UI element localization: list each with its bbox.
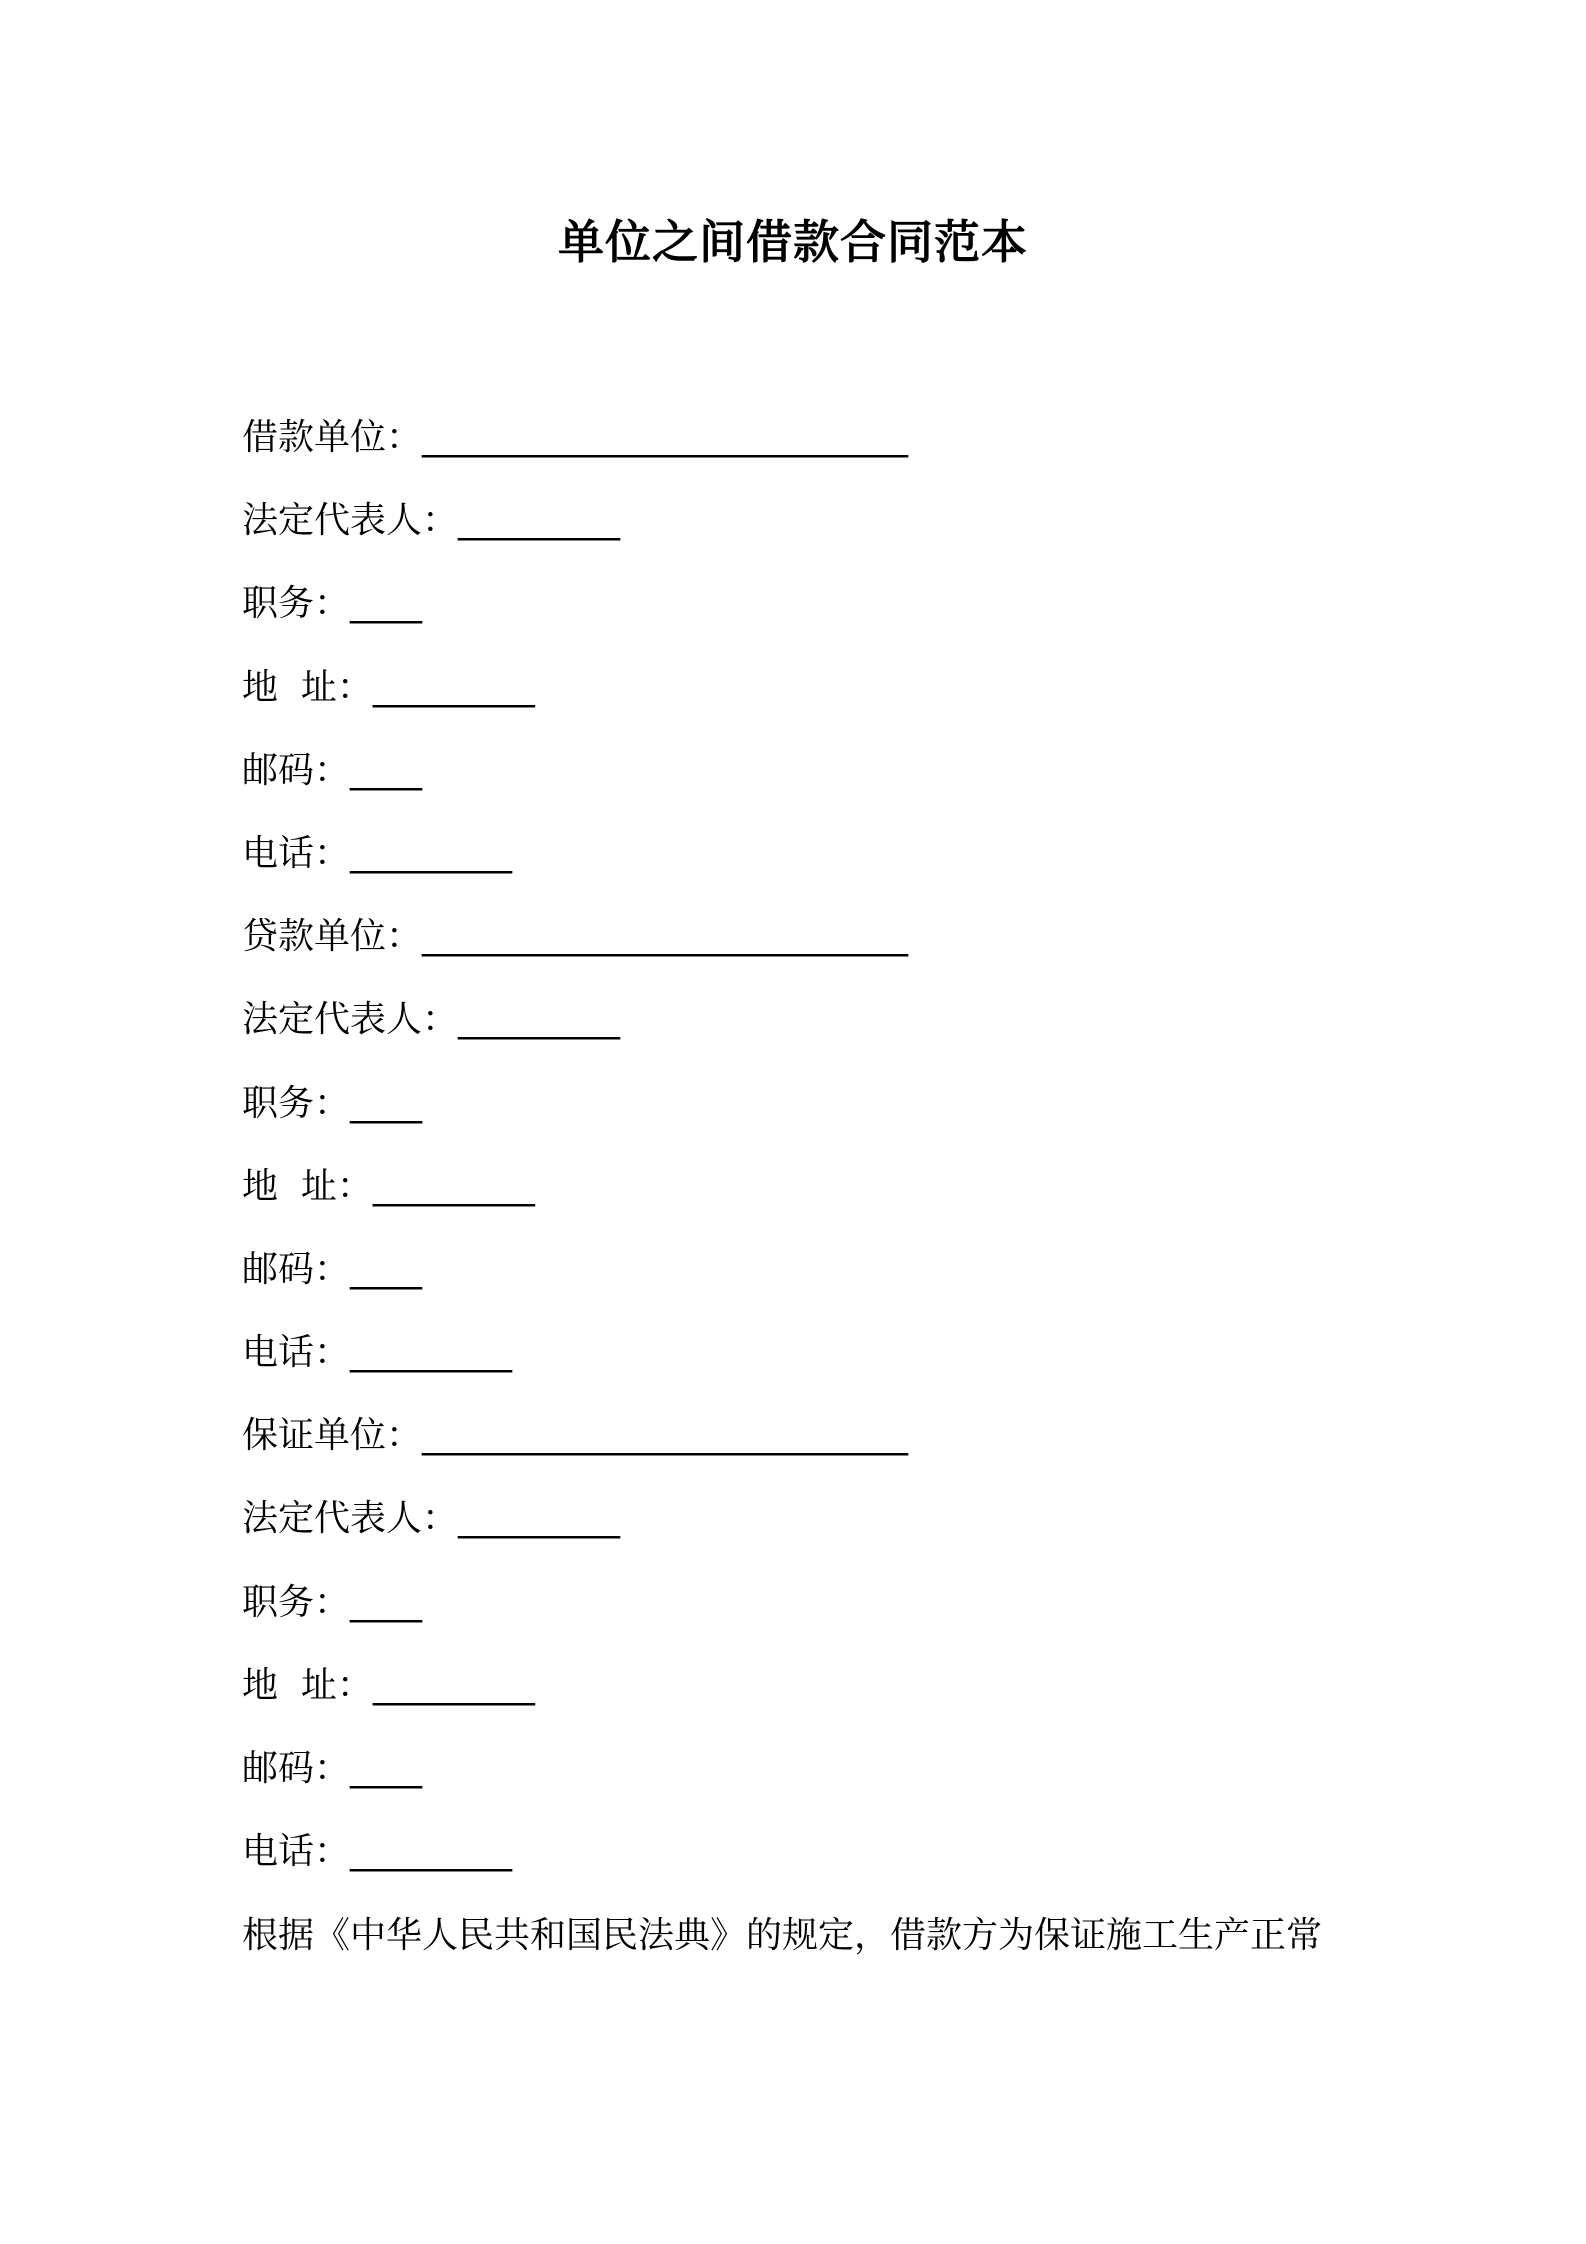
- field-label: 电话：: [242, 832, 351, 874]
- field-label: 保证单位：: [242, 1415, 423, 1457]
- field-lender-position: [242, 1074, 1442, 1157]
- fill-blank: ____: [350, 1082, 423, 1124]
- field-borrower-legal-rep: [242, 491, 1442, 574]
- field-label: 电话：: [242, 1831, 351, 1873]
- field-guarantor-legal-rep: [242, 1489, 1442, 1572]
- field-guarantor-phone: [242, 1822, 1442, 1905]
- fill-blank: _________: [372, 1664, 535, 1706]
- fill-blank: ____: [350, 1581, 423, 1623]
- fill-blank: _________: [350, 832, 513, 874]
- field-label: 邮码：: [242, 749, 351, 791]
- fill-blank: ___________________________: [422, 417, 909, 458]
- field-guarantor-unit: [242, 1406, 1442, 1489]
- field-borrower-unit: [242, 408, 1442, 491]
- fill-blank: ___________________________: [422, 916, 909, 958]
- field-label: 地 址：: [242, 1165, 373, 1207]
- field-guarantor-position: [242, 1573, 1442, 1656]
- field-lender-phone: [242, 1323, 1442, 1406]
- field-borrower-position: [242, 574, 1442, 657]
- fill-blank: _________: [350, 1332, 513, 1374]
- field-label: 职务：: [242, 1082, 351, 1124]
- field-borrower-address: [242, 658, 1442, 741]
- fill-blank: ____: [350, 1748, 423, 1789]
- field-lender-postcode: [242, 1240, 1442, 1323]
- field-guarantor-postcode: [242, 1739, 1442, 1822]
- fill-blank: ___________________________: [422, 1415, 909, 1457]
- document-title: 单位之间借款合同范本: [558, 215, 1028, 269]
- field-label: 邮码：: [242, 1748, 351, 1789]
- field-label: 地 址：: [242, 1664, 373, 1706]
- fill-blank: _________: [372, 1165, 535, 1207]
- fill-blank: _________: [458, 1498, 621, 1540]
- field-borrower-phone: [242, 824, 1442, 907]
- field-label: 法定代表人：: [242, 999, 459, 1041]
- fill-blank: ____: [350, 749, 423, 791]
- field-label: 职务：: [242, 1581, 351, 1623]
- fill-blank: _________: [350, 1831, 513, 1873]
- field-label: 职务：: [242, 583, 351, 625]
- field-label: 贷款单位：: [242, 916, 423, 958]
- party-fields: [242, 408, 1442, 1905]
- field-label: 法定代表人：: [242, 500, 459, 542]
- fill-blank: _________: [372, 666, 535, 708]
- field-guarantor-address: [242, 1656, 1442, 1739]
- intro-paragraph: 根据《中华人民共和国民法典》的规定，借款方为保证施工生产正常: [242, 1915, 1323, 1956]
- field-lender-unit: [242, 907, 1442, 990]
- fill-blank: _________: [458, 500, 621, 542]
- field-label: 地 址：: [242, 666, 373, 708]
- fill-blank: _________: [458, 999, 621, 1041]
- field-label: 法定代表人：: [242, 1498, 459, 1540]
- field-lender-legal-rep: [242, 990, 1442, 1073]
- fill-blank: ____: [350, 1248, 423, 1290]
- field-borrower-postcode: [242, 741, 1442, 824]
- fill-blank: ____: [350, 583, 423, 625]
- field-label: 电话：: [242, 1332, 351, 1374]
- field-label: 借款单位：: [242, 417, 423, 458]
- field-lender-address: [242, 1157, 1442, 1240]
- field-label: 邮码：: [242, 1248, 351, 1290]
